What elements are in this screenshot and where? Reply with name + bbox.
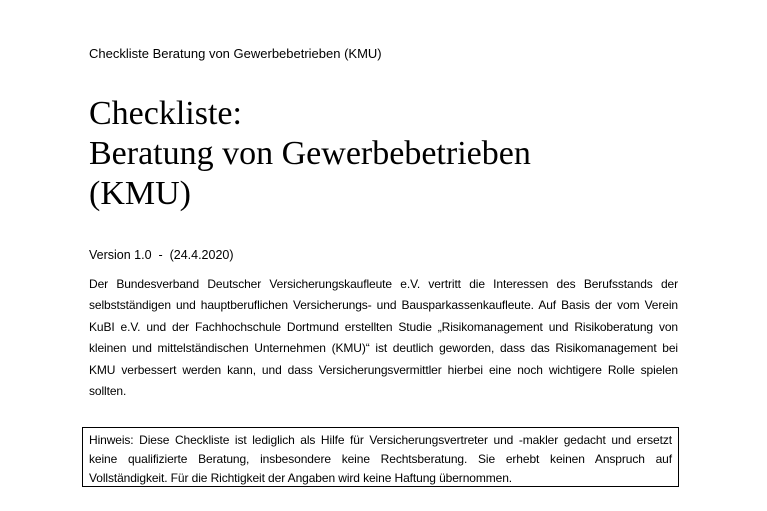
- title-line-3: (KMU): [89, 175, 191, 212]
- disclaimer-box: [82, 427, 679, 487]
- running-header: Checkliste Beratung von Gewerbebetrieben (KMU): [89, 46, 382, 61]
- disclaimer-text: Hinweis: Diese Checkliste ist lediglich als Hilfe für Versicherungsvertreter und -makler gedacht und ersetzt keine qualifizierte Beratung, insbesondere keine Rechtsberatung. Sie erhebt keinen Anspruch auf Vollständigkeit. Für die Richtigkeit der Angaben wird keine Haftung übernommen.: [89, 433, 672, 486]
- document-title: [89, 94, 531, 214]
- title-line-1: Checkliste:: [89, 95, 242, 132]
- title-line-2: Beratung von Gewerbebetrieben: [89, 135, 531, 172]
- version-line: Version 1.0 - (24.4.2020): [89, 248, 234, 262]
- intro-paragraph: Der Bundesverband Deutscher Versicherungskaufleute e.V. vertritt die Interessen des Berufsstands der selbstständigen und hauptberuflichen Versicherungs- und Bausparkassenkaufleute. Auf Basis der vom Verein KuBI e.V. und der Fachhochschule Dortmund erstellten Studie „Risikomanagement und Risikoberatung von kleinen und mittelständischen Unternehmen (KMU)“ ist deutlich geworden, dass das Risikomanagement bei KMU verbessert werden kann, und dass Versicherungsvermittler hierbei eine noch wichtigere Rolle spielen sollten.: [89, 277, 678, 399]
